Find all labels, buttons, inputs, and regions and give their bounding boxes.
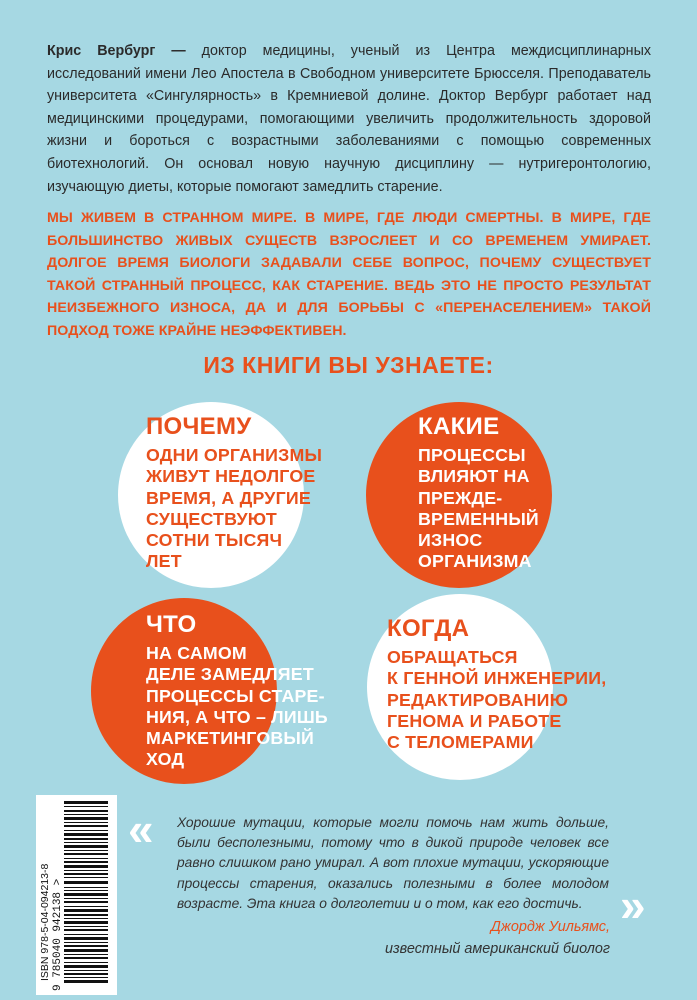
topic-head: КОГДА <box>387 615 470 642</box>
topic-when <box>387 616 606 753</box>
topic-line: ГЕНОМА И РАБОТЕ <box>387 710 562 731</box>
barcode <box>36 795 117 995</box>
author-bio-text: доктор медицины, ученый из Центра междисциплинарных исследований имени Лео Апостела в Свободном университете Брюсселя. Преподаватель университета «Сингулярность» в Кремниевой долине. Доктор Вербург работает над медицинскими процедурами, помогающими увеличить продолжительность здоровой жизни и бороться с возрастными заболеваниями с помощью современных биотехнологий. Он основал новую научную дисциплину — нутригеронтологию, изучающую диеты, которые помогают замедлить старение. <box>47 43 651 195</box>
topic-line: ПРОЦЕССЫ <box>418 445 526 465</box>
topic-line: ИЗНОС <box>418 530 483 551</box>
topic-which <box>418 414 539 573</box>
topic-line: ЛЕТ <box>146 551 182 572</box>
topic-head: ПОЧЕМУ <box>146 413 252 440</box>
quote-text: Хорошие мутации, которые могли помочь нам жить дольше, были бесполезными, потому что в дикой природе человек все равно слишком рано умирал. А вот плохие мутации, ускоряющие процессы старения, оказались полезными в более молодом возрасте. Эта книга о долголетии и о том, как его достичь. <box>177 815 609 911</box>
quote-open-mark: « <box>128 803 148 855</box>
isbn-label: ISBN 978-5-04-094213-8 <box>39 863 51 981</box>
topic-line: ПРЕЖДЕ- <box>418 487 503 508</box>
topic-line: К ГЕННОЙ ИНЖЕНЕРИИ, <box>387 668 607 689</box>
quote-author: Джордж Уильямс, <box>490 919 610 935</box>
topic-line: ВЛИЯЮТ НА <box>418 466 530 487</box>
topic-line: СУЩЕСТВУЮТ <box>146 508 277 529</box>
author-name: Крис Вербург — <box>47 43 186 59</box>
topic-line: ВРЕМЕННЫЙ <box>418 508 539 529</box>
topic-line: ВРЕМЯ, А ДРУГИЕ <box>146 487 311 508</box>
quote-author-role: известный американский биолог <box>384 941 610 957</box>
topic-line: ОБРАЩАТЬСЯ <box>387 647 518 667</box>
barcode-bars <box>64 801 108 986</box>
learn-title: ИЗ КНИГИ ВЫ УЗНАЕТЕ: <box>203 352 494 378</box>
topic-line: НИЯ, А ЧТО – ЛИШЬ <box>146 706 328 727</box>
topic-line: ЖИВУТ НЕДОЛГОЕ <box>146 466 316 487</box>
author-bio <box>47 40 651 198</box>
topic-line: ОРГАНИЗМА <box>418 551 532 572</box>
topic-text <box>146 445 322 573</box>
topic-line: НА САМОМ <box>146 643 247 663</box>
topic-line: РЕДАКТИРОВАНИЮ <box>387 689 569 710</box>
topic-line: С ТЕЛОМЕРАМИ <box>387 732 534 753</box>
topic-line: ПРОЦЕССЫ СТАРЕ- <box>146 685 325 706</box>
topic-text <box>146 643 328 771</box>
topic-line: ДЕЛЕ ЗАМЕДЛЯЕТ <box>146 664 314 685</box>
topic-line: ОДНИ ОРГАНИЗМЫ <box>146 445 323 465</box>
barcode-digits: 9 785040 942138 > <box>52 878 64 991</box>
topic-line: ХОД <box>146 749 185 770</box>
topic-text <box>418 445 539 573</box>
lead-text: МЫ ЖИВЕМ В СТРАННОМ МИРЕ. В МИРЕ, ГДЕ ЛЮДИ СМЕРТНЫ. В МИРЕ, ГДЕ БОЛЬШИНСТВО ЖИВЫХ СУЩЕСТВ ВЗРОСЛЕЕТ И СО ВРЕМЕНЕМ УМИРАЕТ. ДОЛГОЕ ВРЕМЯ БИОЛОГИ ЗАДАВАЛИ СЕБЕ ВОПРОС, ПОЧЕМУ СУЩЕСТВУЕТ ТАКОЙ СТРАННЫЙ ПРОЦЕСС, КАК СТАРЕНИЕ. ВЕДЬ ЭТО НЕ ПРОСТО РЕЗУЛЬТАТ НЕИЗБЕЖНОГО ИЗНОСА, ДА И ДЛЯ БОРЬБЫ С «ПЕРЕНАСЕЛЕНИЕМ» ТАКОЙ ПОДХОД ТОЖЕ КРАЙНЕ НЕЭФФЕКТИВЕН. <box>47 210 651 339</box>
topic-line: МАРКЕТИНГОВЫЙ <box>146 728 315 749</box>
topic-why <box>146 414 322 573</box>
topic-head: ЧТО <box>146 611 197 638</box>
topic-head: КАКИЕ <box>418 413 500 440</box>
topic-line: СОТНИ ТЫСЯЧ <box>146 530 283 551</box>
topic-what <box>146 612 328 771</box>
topic-text <box>387 647 606 753</box>
quote-close-mark: » <box>620 879 640 931</box>
